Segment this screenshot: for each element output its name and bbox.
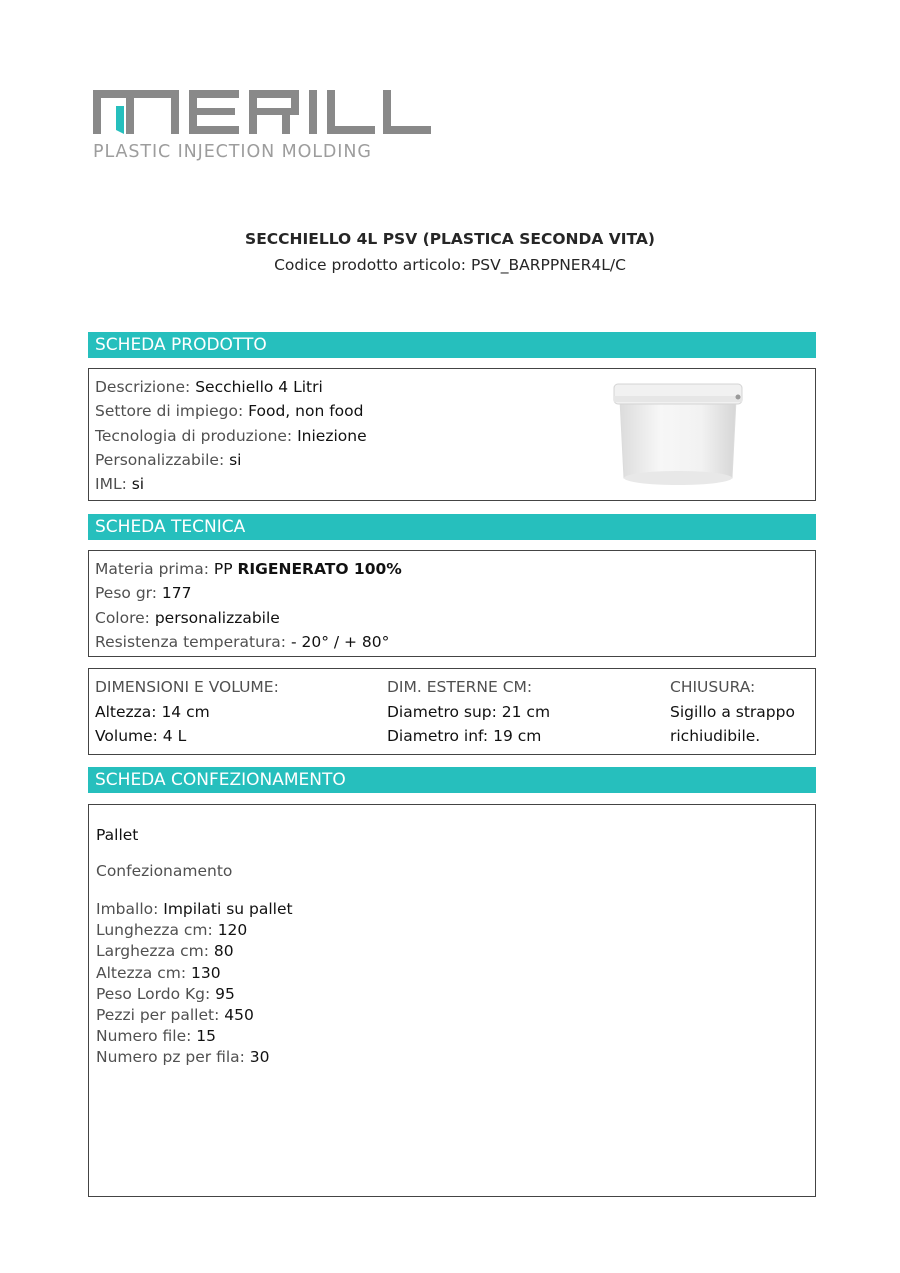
technical-attributes	[95, 557, 402, 654]
attribute-row: Numero file: 15	[96, 1027, 216, 1046]
attribute-row: Peso gr: 177	[95, 584, 192, 603]
scheda-tecnica-box	[88, 550, 816, 657]
merill-logo	[93, 90, 433, 162]
external-dimensions-column: DIM. ESTERNE CM: Diametro sup: 21 cm Diametro inf: 19 cm	[387, 678, 551, 745]
attribute-row: Pezzi per pallet: 450	[96, 1006, 254, 1025]
attribute-row: Imballo: Impilati su pallet	[96, 900, 293, 918]
packaging-title: Pallet	[96, 826, 139, 844]
dimensions-volume-column: DIMENSIONI E VOLUME: Altezza: 14 cm Volume: 4 L	[95, 678, 279, 745]
attribute-row: Peso Lordo Kg: 95	[96, 984, 235, 1003]
section-header-scheda-tecnica: SCHEDA TECNICA	[88, 514, 816, 540]
attribute-row: Numero pz per fila: 30	[96, 1048, 270, 1067]
section-header-scheda-prodotto: SCHEDA PRODOTTO	[88, 332, 816, 358]
logo-tagline: PLASTIC INJECTION MOLDING	[93, 142, 372, 162]
merill-wordmark-icon	[93, 90, 433, 134]
attribute-row: Resistenza temperatura: - 20° / + 80°	[95, 632, 390, 651]
attribute-row: Lunghezza cm: 120	[96, 921, 248, 940]
attribute-row: Altezza cm: 130	[96, 963, 221, 982]
attribute-row: Tecnologia di produzione: Iniezione	[95, 426, 367, 445]
attribute-row: Settore di impiego: Food, non food	[95, 402, 364, 421]
closure-column: CHIUSURA: Sigillo a strappo richiudibile.	[670, 678, 795, 745]
attribute-row: Descrizione: Secchiello 4 Litri	[95, 378, 323, 396]
attribute-row: Materia prima: PP RIGENERATO 100%	[95, 560, 402, 578]
packaging-subtitle: Confezionamento	[96, 862, 233, 880]
packaging-box	[88, 804, 816, 1197]
product-attributes	[95, 375, 367, 496]
section-header-scheda-confezionamento: SCHEDA CONFEZIONAMENTO	[88, 767, 816, 793]
packaging-attributes	[96, 899, 293, 1069]
attribute-row: Colore: personalizzabile	[95, 608, 280, 627]
attribute-row: IML: si	[95, 475, 145, 494]
attribute-row: Larghezza cm: 80	[96, 942, 234, 961]
dimensions-box	[88, 668, 816, 755]
attribute-row: Personalizzabile: si	[95, 450, 242, 469]
document-title: SECCHIELLO 4L PSV (PLASTICA SECONDA VITA)	[245, 230, 655, 248]
bucket-product-icon	[608, 378, 748, 493]
product-code: Codice prodotto articolo: PSV_BARPPNER4L/C	[274, 256, 626, 274]
